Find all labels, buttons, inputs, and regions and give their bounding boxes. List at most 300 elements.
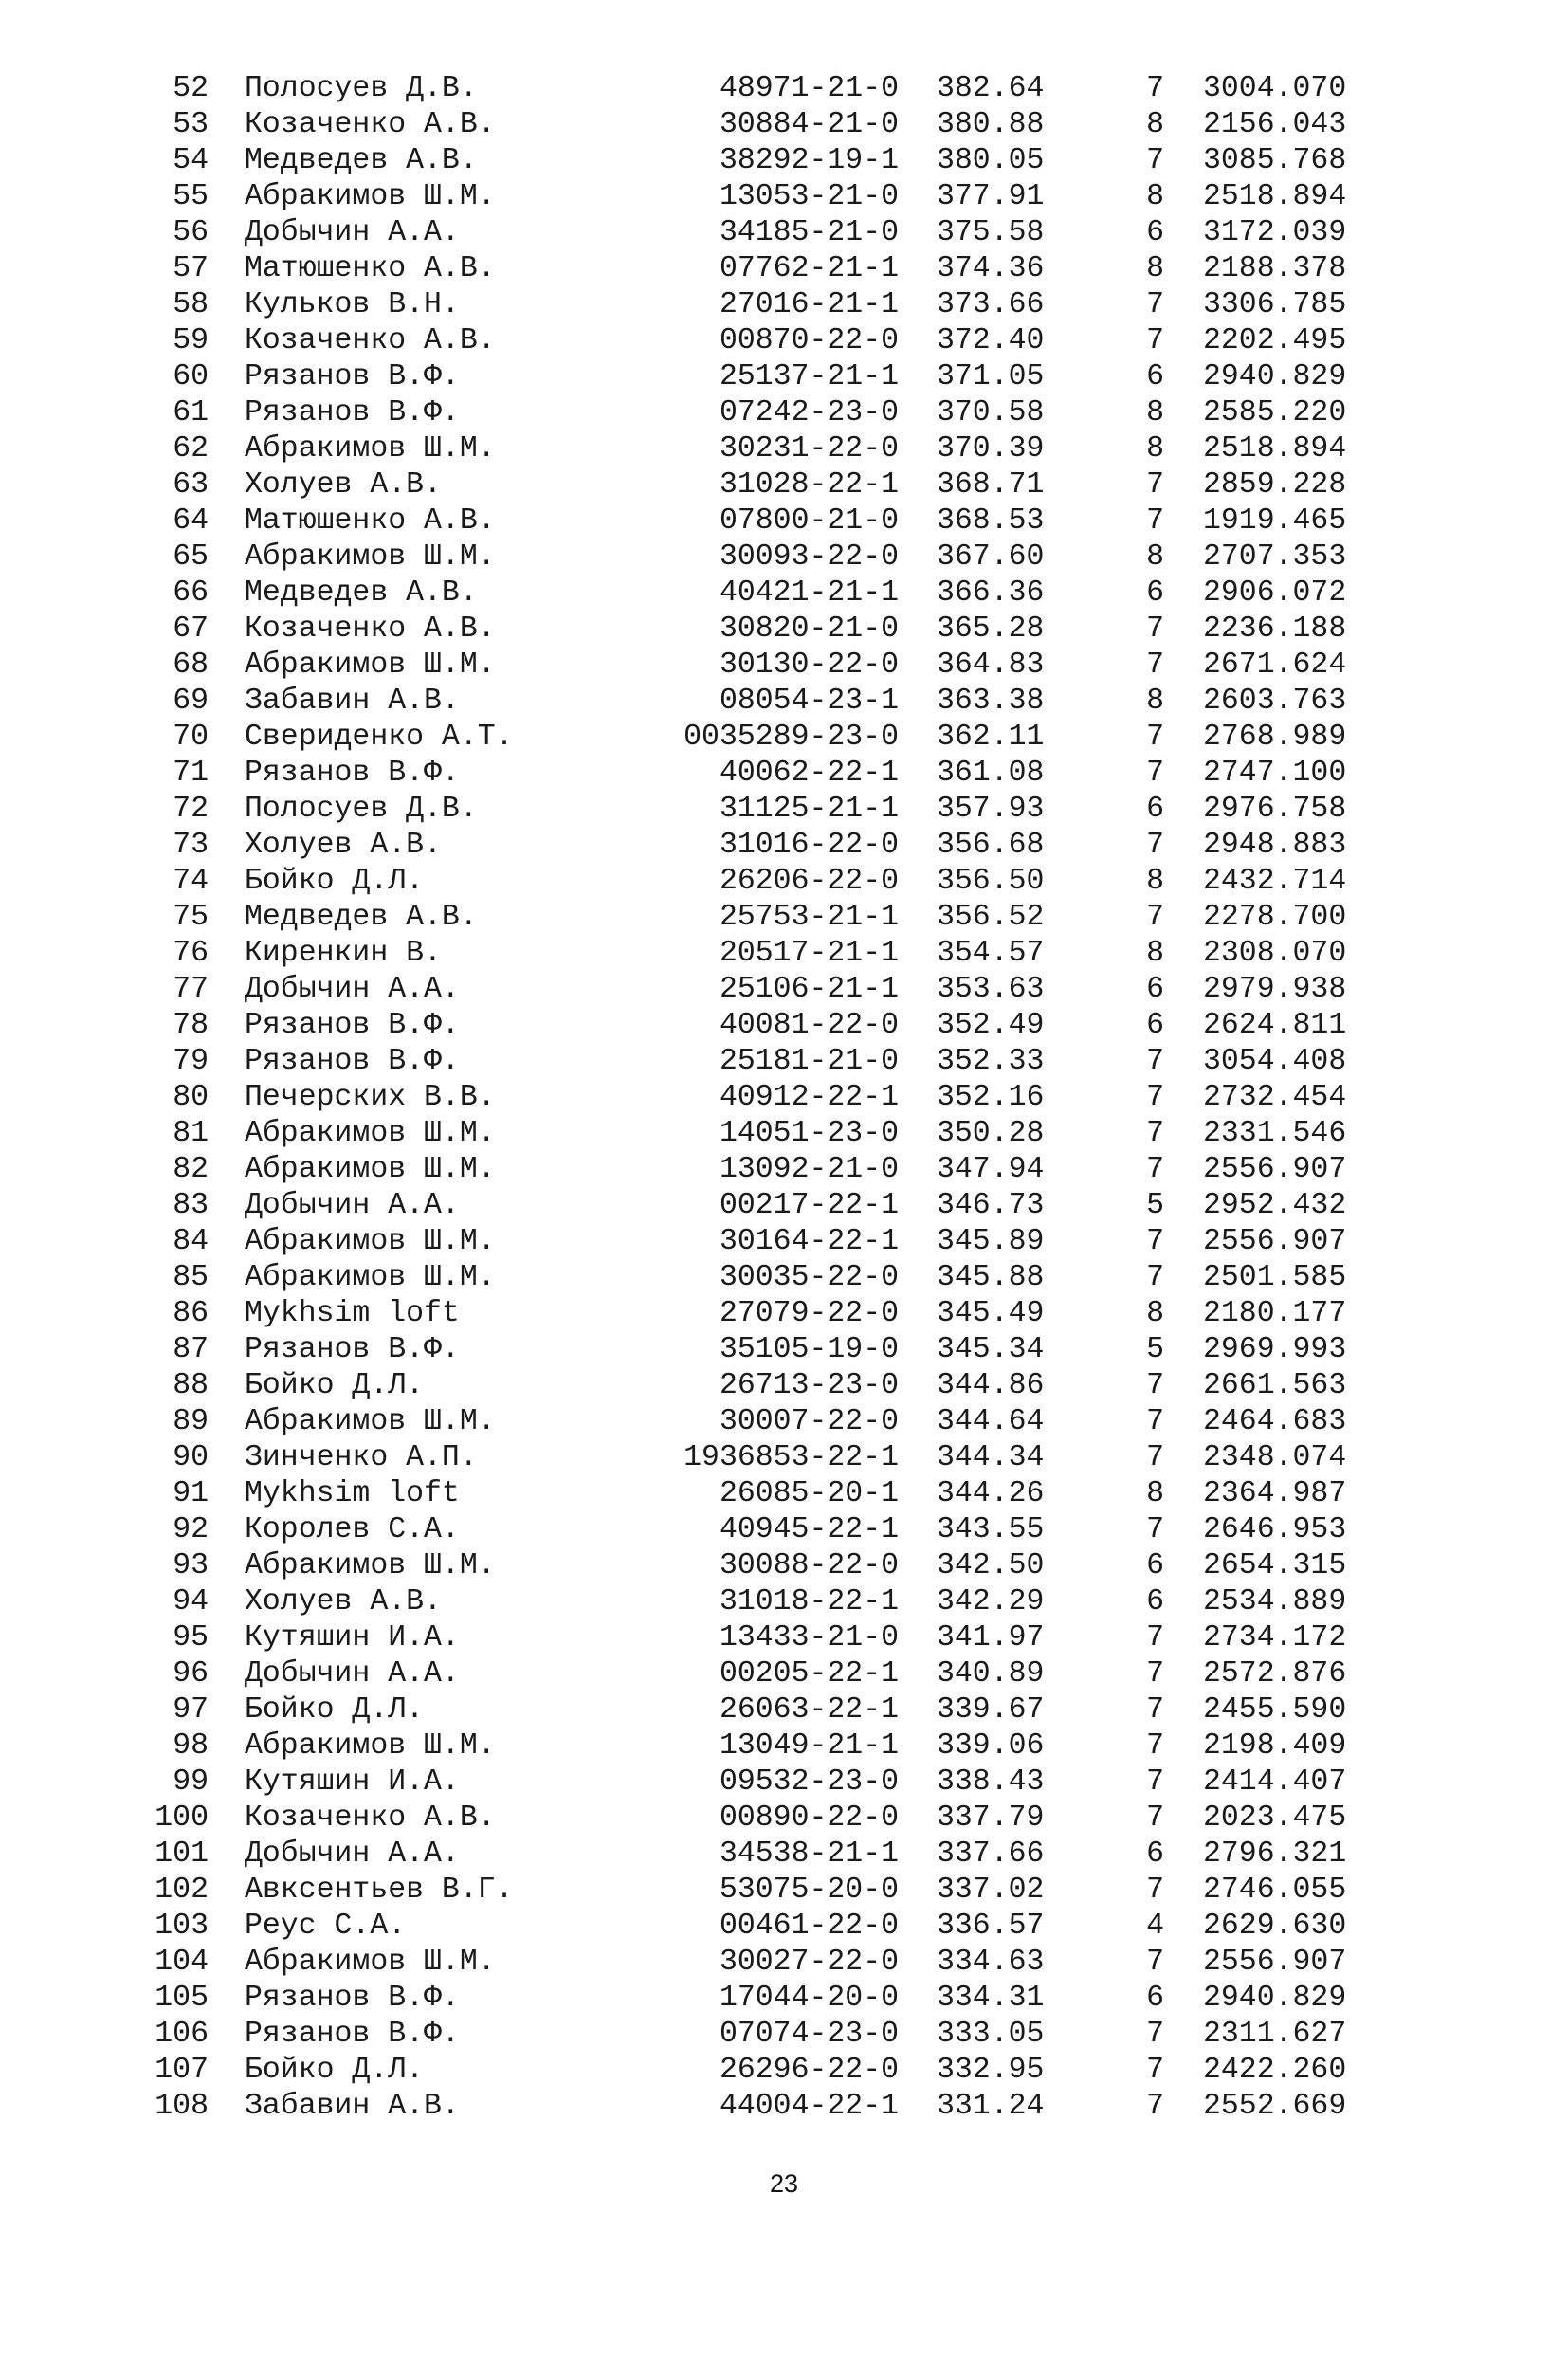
participant-name: Холуев А.В.	[245, 829, 442, 862]
row-number: 58	[173, 288, 209, 321]
count: 7	[1146, 468, 1164, 502]
record-id: 26713-23-0	[719, 1369, 899, 1402]
record-id: 35105-19-0	[719, 1333, 899, 1366]
value: 2707.353	[1203, 540, 1347, 574]
row-number: 61	[173, 396, 209, 430]
record-id: 13049-21-1	[719, 1729, 899, 1763]
participant-name: Медведев А.В.	[245, 576, 478, 610]
table-row	[0, 1044, 1568, 1080]
score: 374.36	[937, 252, 1045, 285]
score: 372.40	[937, 324, 1045, 357]
participant-name: Рязанов В.Ф.	[245, 360, 460, 393]
value: 3085.768	[1203, 144, 1347, 177]
score: 365.28	[937, 613, 1045, 646]
count: 7	[1146, 1693, 1164, 1727]
count: 7	[1146, 1153, 1164, 1186]
value: 2364.987	[1203, 1477, 1347, 1510]
score: 342.29	[937, 1585, 1045, 1618]
record-id: 30007-22-0	[719, 1405, 899, 1438]
count: 7	[1146, 1729, 1164, 1763]
score: 332.95	[937, 2054, 1045, 2087]
value: 3004.070	[1203, 72, 1347, 105]
row-number: 103	[155, 1910, 209, 1943]
table-row	[0, 71, 1568, 107]
row-number: 75	[173, 901, 209, 934]
row-number: 83	[173, 1189, 209, 1222]
record-id: 14051-23-0	[719, 1117, 899, 1150]
value: 2979.938	[1203, 973, 1347, 1006]
row-number: 67	[173, 613, 209, 646]
record-id: 31125-21-1	[719, 793, 899, 826]
record-id: 44004-22-1	[719, 2090, 899, 2123]
count: 7	[1146, 1081, 1164, 1114]
value: 2518.894	[1203, 432, 1347, 466]
row-number: 91	[173, 1477, 209, 1510]
count: 6	[1146, 1549, 1164, 1582]
score: 344.34	[937, 1441, 1045, 1474]
record-id: 34538-21-1	[719, 1838, 899, 1871]
value: 2501.585	[1203, 1261, 1347, 1294]
count: 7	[1146, 1405, 1164, 1438]
count: 7	[1146, 829, 1164, 862]
value: 2180.177	[1203, 1297, 1347, 1330]
table-row	[0, 1584, 1568, 1620]
value: 2534.889	[1203, 1585, 1347, 1618]
value: 2585.220	[1203, 396, 1347, 430]
participant-name: Полосуев Д.В.	[245, 72, 478, 105]
participant-name: Козаченко А.В.	[245, 324, 496, 357]
record-id: 00870-22-0	[719, 324, 899, 357]
count: 7	[1146, 613, 1164, 646]
value: 2422.260	[1203, 2054, 1347, 2087]
count: 7	[1146, 1621, 1164, 1655]
count: 7	[1146, 1946, 1164, 1979]
table-row	[0, 1080, 1568, 1116]
table-row	[0, 359, 1568, 395]
participant-name: Абракимов Ш.М.	[245, 1729, 496, 1763]
value: 2746.055	[1203, 1874, 1347, 1907]
table-row	[0, 1188, 1568, 1224]
row-number: 100	[155, 1801, 209, 1835]
score: 338.43	[937, 1765, 1045, 1799]
score: 353.63	[937, 973, 1045, 1006]
participant-name: Медведев А.В.	[245, 901, 478, 934]
count: 6	[1146, 1982, 1164, 2015]
count: 8	[1146, 1297, 1164, 1330]
value: 3306.785	[1203, 288, 1347, 321]
row-number: 56	[173, 216, 209, 249]
value: 2646.953	[1203, 1513, 1347, 1546]
score: 345.88	[937, 1261, 1045, 1294]
participant-name: Абракимов Ш.М.	[245, 1225, 496, 1258]
value: 3172.039	[1203, 216, 1347, 249]
score: 340.89	[937, 1657, 1045, 1691]
value: 2629.630	[1203, 1910, 1347, 1943]
record-id: 30231-22-0	[719, 432, 899, 466]
participant-name: Абракимов Ш.М.	[245, 1261, 496, 1294]
record-id: 00890-22-0	[719, 1801, 899, 1835]
participant-name: Mykhsim loft	[245, 1477, 460, 1510]
participant-name: Абракимов Ш.М.	[245, 432, 496, 466]
record-id: 25753-21-1	[719, 901, 899, 934]
row-number: 84	[173, 1225, 209, 1258]
record-id: 26085-20-1	[719, 1477, 899, 1510]
count: 7	[1146, 2054, 1164, 2087]
row-number: 55	[173, 180, 209, 213]
value: 2859.228	[1203, 468, 1347, 502]
record-id: 13092-21-0	[719, 1153, 899, 1186]
participant-name: Козаченко А.В.	[245, 108, 496, 141]
record-id: 25137-21-1	[719, 360, 899, 393]
value: 2796.321	[1203, 1838, 1347, 1871]
table-row	[0, 648, 1568, 684]
row-number: 78	[173, 1009, 209, 1042]
value: 2278.700	[1203, 901, 1347, 934]
row-number: 80	[173, 1081, 209, 1114]
count: 7	[1146, 2018, 1164, 2051]
table-row	[0, 1909, 1568, 1945]
record-id: 48971-21-0	[719, 72, 899, 105]
row-number: 105	[155, 1982, 209, 2015]
row-number: 54	[173, 144, 209, 177]
participant-name: Добычин А.А.	[245, 1657, 460, 1691]
table-row	[0, 864, 1568, 900]
table-row	[0, 179, 1568, 215]
participant-name: Авксентьев В.Г.	[245, 1874, 514, 1907]
row-number: 76	[173, 937, 209, 970]
record-id: 31016-22-0	[719, 829, 899, 862]
value: 2969.993	[1203, 1333, 1347, 1366]
participant-name: Козаченко А.В.	[245, 1801, 496, 1835]
participant-name: Добычин А.А.	[245, 1189, 460, 1222]
participant-name: Mykhsim loft	[245, 1297, 460, 1330]
participant-name: Печерских В.В.	[245, 1081, 496, 1114]
record-id: 00461-22-0	[719, 1910, 899, 1943]
record-id: 31018-22-1	[719, 1585, 899, 1618]
table-row	[0, 1152, 1568, 1188]
participant-name: Медведев А.В.	[245, 144, 478, 177]
value: 2198.409	[1203, 1729, 1347, 1763]
value: 2654.315	[1203, 1549, 1347, 1582]
score: 352.16	[937, 1081, 1045, 1114]
record-id: 34185-21-0	[719, 216, 899, 249]
score: 371.05	[937, 360, 1045, 393]
count: 6	[1146, 793, 1164, 826]
score: 344.26	[937, 1477, 1045, 1510]
count: 6	[1146, 360, 1164, 393]
table-row	[0, 1801, 1568, 1837]
count: 5	[1146, 1189, 1164, 1222]
value: 2671.624	[1203, 649, 1347, 682]
score: 370.58	[937, 396, 1045, 430]
participant-name: Бойко Д.Л.	[245, 1369, 425, 1402]
record-id: 13433-21-0	[719, 1621, 899, 1655]
score: 375.58	[937, 216, 1045, 249]
participant-name: Холуев А.В.	[245, 468, 442, 502]
row-number: 68	[173, 649, 209, 682]
score: 347.94	[937, 1153, 1045, 1186]
record-id: 0035289-23-0	[684, 721, 899, 754]
record-id: 20517-21-1	[719, 937, 899, 970]
table-row	[0, 792, 1568, 828]
count: 7	[1146, 901, 1164, 934]
record-id: 26296-22-0	[719, 2054, 899, 2087]
participant-name: Забавин А.В.	[245, 685, 460, 718]
record-id: 40945-22-1	[719, 1513, 899, 1546]
count: 6	[1146, 576, 1164, 610]
row-number: 95	[173, 1621, 209, 1655]
count: 6	[1146, 1009, 1164, 1042]
table-row	[0, 1440, 1568, 1476]
count: 8	[1146, 252, 1164, 285]
record-id: 40062-22-1	[719, 757, 899, 790]
value: 2906.072	[1203, 576, 1347, 610]
value: 2556.907	[1203, 1946, 1347, 1979]
row-number: 104	[155, 1946, 209, 1979]
participant-name: Добычин А.А.	[245, 973, 460, 1006]
table-row	[0, 1368, 1568, 1404]
value: 2948.883	[1203, 829, 1347, 862]
count: 7	[1146, 1261, 1164, 1294]
value: 2734.172	[1203, 1621, 1347, 1655]
table-row	[0, 972, 1568, 1008]
participant-name: Абракимов Ш.М.	[245, 1153, 496, 1186]
table-row	[0, 1620, 1568, 1656]
record-id: 26206-22-0	[719, 865, 899, 898]
score: 333.05	[937, 2018, 1045, 2051]
row-number: 86	[173, 1297, 209, 1330]
count: 8	[1146, 108, 1164, 141]
table-row	[0, 1332, 1568, 1368]
participant-name: Королев С.А.	[245, 1513, 460, 1546]
value: 2156.043	[1203, 108, 1347, 141]
score: 366.36	[937, 576, 1045, 610]
record-id: 25181-21-0	[719, 1045, 899, 1078]
participant-name: Бойко Д.Л.	[245, 1693, 425, 1727]
value: 2311.627	[1203, 2018, 1347, 2051]
record-id: 30820-21-0	[719, 613, 899, 646]
count: 7	[1146, 1801, 1164, 1835]
value: 2940.829	[1203, 360, 1347, 393]
count: 6	[1146, 1838, 1164, 1871]
record-id: 40421-21-1	[719, 576, 899, 610]
value: 2518.894	[1203, 180, 1347, 213]
score: 345.89	[937, 1225, 1045, 1258]
row-number: 73	[173, 829, 209, 862]
count: 7	[1146, 721, 1164, 754]
table-row	[0, 467, 1568, 503]
participant-name: Рязанов В.Ф.	[245, 396, 460, 430]
row-number: 53	[173, 108, 209, 141]
participant-name: Полосуев Д.В.	[245, 793, 478, 826]
value: 2976.758	[1203, 793, 1347, 826]
record-id: 38292-19-1	[719, 144, 899, 177]
row-number: 71	[173, 757, 209, 790]
row-number: 98	[173, 1729, 209, 1763]
record-id: 09532-23-0	[719, 1765, 899, 1799]
count: 6	[1146, 973, 1164, 1006]
record-id: 08054-23-1	[719, 685, 899, 718]
table-row	[0, 1837, 1568, 1873]
value: 2556.907	[1203, 1225, 1347, 1258]
record-id: 07762-21-1	[719, 252, 899, 285]
row-number: 69	[173, 685, 209, 718]
participant-name: Бойко Д.Л.	[245, 865, 425, 898]
count: 7	[1146, 1045, 1164, 1078]
score: 352.49	[937, 1009, 1045, 1042]
participant-name: Матюшенко А.В.	[245, 504, 496, 538]
record-id: 31028-22-1	[719, 468, 899, 502]
score: 354.57	[937, 937, 1045, 970]
record-id: 00205-22-1	[719, 1657, 899, 1691]
count: 4	[1146, 1910, 1164, 1943]
value: 2236.188	[1203, 613, 1347, 646]
row-number: 94	[173, 1585, 209, 1618]
row-number: 60	[173, 360, 209, 393]
value: 2661.563	[1203, 1369, 1347, 1402]
record-id: 30164-22-1	[719, 1225, 899, 1258]
score: 337.79	[937, 1801, 1045, 1835]
record-id: 00217-22-1	[719, 1189, 899, 1222]
participant-name: Козаченко А.В.	[245, 613, 496, 646]
participant-name: Кутяшин И.А.	[245, 1621, 460, 1655]
value: 2603.763	[1203, 685, 1347, 718]
record-id: 26063-22-1	[719, 1693, 899, 1727]
count: 7	[1146, 1874, 1164, 1907]
row-number: 106	[155, 2018, 209, 2051]
table-row	[0, 251, 1568, 287]
table-row	[0, 1224, 1568, 1260]
participant-name: Абракимов Ш.М.	[245, 180, 496, 213]
score: 345.49	[937, 1297, 1045, 1330]
count: 7	[1146, 649, 1164, 682]
record-id: 40912-22-1	[719, 1081, 899, 1114]
row-number: 66	[173, 576, 209, 610]
table-row	[0, 503, 1568, 539]
row-number: 97	[173, 1693, 209, 1727]
row-number: 79	[173, 1045, 209, 1078]
table-row	[0, 1728, 1568, 1764]
row-number: 72	[173, 793, 209, 826]
score: 334.63	[937, 1946, 1045, 1979]
participant-name: Рязанов В.Ф.	[245, 2018, 460, 2051]
participant-name: Абракимов Ш.М.	[245, 1117, 496, 1150]
row-number: 64	[173, 504, 209, 538]
row-number: 62	[173, 432, 209, 466]
participant-name: Рязанов В.Ф.	[245, 1982, 460, 2015]
count: 6	[1146, 216, 1164, 249]
value: 2572.876	[1203, 1657, 1347, 1691]
table-row	[0, 756, 1568, 792]
table-row	[0, 1476, 1568, 1512]
table-row	[0, 2017, 1568, 2053]
score: 337.66	[937, 1838, 1045, 1871]
table-row	[0, 1548, 1568, 1584]
score: 373.66	[937, 288, 1045, 321]
record-id: 25106-21-1	[719, 973, 899, 1006]
table-row	[0, 1873, 1568, 1909]
participant-name: Абракимов Ш.М.	[245, 1946, 496, 1979]
score: 363.38	[937, 685, 1045, 718]
count: 7	[1146, 1441, 1164, 1474]
record-id: 07800-21-0	[719, 504, 899, 538]
score: 339.06	[937, 1729, 1045, 1763]
table-row	[0, 1296, 1568, 1332]
value: 2952.432	[1203, 1189, 1347, 1222]
count: 7	[1146, 1657, 1164, 1691]
value: 2732.454	[1203, 1081, 1347, 1114]
participant-name: Абракимов Ш.М.	[245, 1549, 496, 1582]
score: 342.50	[937, 1549, 1045, 1582]
row-number: 81	[173, 1117, 209, 1150]
score: 344.64	[937, 1405, 1045, 1438]
count: 8	[1146, 180, 1164, 213]
row-number: 93	[173, 1549, 209, 1582]
participant-name: Зинченко А.П.	[245, 1441, 478, 1474]
score: 343.55	[937, 1513, 1045, 1546]
row-number: 65	[173, 540, 209, 574]
record-id: 1936853-22-1	[684, 1441, 899, 1474]
count: 8	[1146, 1477, 1164, 1510]
score: 364.83	[937, 649, 1045, 682]
row-number: 85	[173, 1261, 209, 1294]
participant-name: Добычин А.А.	[245, 216, 460, 249]
count: 8	[1146, 540, 1164, 574]
participant-name: Абракимов Ш.М.	[245, 649, 496, 682]
count: 8	[1146, 432, 1164, 466]
value: 2552.669	[1203, 2090, 1347, 2123]
row-number: 77	[173, 973, 209, 1006]
score: 380.05	[937, 144, 1045, 177]
record-id: 27016-21-1	[719, 288, 899, 321]
score: 336.57	[937, 1910, 1045, 1943]
table-row	[0, 1116, 1568, 1152]
value: 2464.683	[1203, 1405, 1347, 1438]
row-number: 107	[155, 2054, 209, 2087]
table-row	[0, 1692, 1568, 1728]
row-number: 87	[173, 1333, 209, 1366]
count: 7	[1146, 288, 1164, 321]
score: 331.24	[937, 2090, 1045, 2123]
table-row	[0, 107, 1568, 143]
participant-name: Забавин А.В.	[245, 2090, 460, 2123]
score: 346.73	[937, 1189, 1045, 1222]
table-row	[0, 1945, 1568, 1981]
value: 2556.907	[1203, 1153, 1347, 1186]
count: 5	[1146, 1333, 1164, 1366]
value: 3054.408	[1203, 1045, 1347, 1078]
participant-name: Реус С.А.	[245, 1910, 407, 1943]
score: 367.60	[937, 540, 1045, 574]
table-row	[0, 936, 1568, 972]
record-id: 17044-20-0	[719, 1982, 899, 2015]
record-id: 30093-22-0	[719, 540, 899, 574]
score: 368.71	[937, 468, 1045, 502]
table-row	[0, 539, 1568, 576]
score: 356.50	[937, 865, 1045, 898]
participant-name: Рязанов В.Ф.	[245, 1333, 460, 1366]
record-id: 53075-20-0	[719, 1874, 899, 1907]
score: 382.64	[937, 72, 1045, 105]
value: 2747.100	[1203, 757, 1347, 790]
participant-name: Кульков В.Н.	[245, 288, 460, 321]
value: 1919.465	[1203, 504, 1347, 538]
row-number: 99	[173, 1765, 209, 1799]
row-number: 88	[173, 1369, 209, 1402]
score: 357.93	[937, 793, 1045, 826]
row-number: 74	[173, 865, 209, 898]
table-row	[0, 431, 1568, 467]
